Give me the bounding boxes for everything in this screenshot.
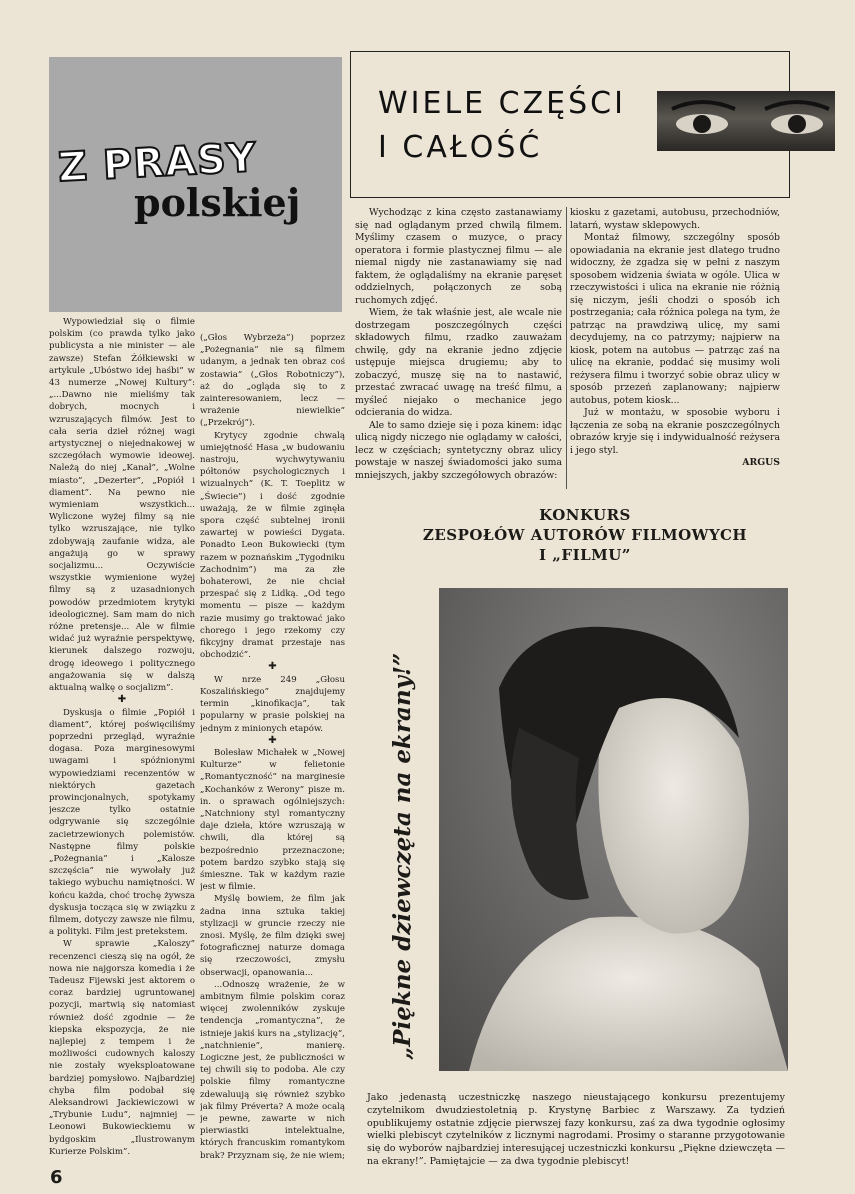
press-paragraph: Bolesław Michałek w „Nowej Kulturze” w felietonie „Romantyczność” na marginesie „Kochanków z Werony” pisze m. in. o sprawach ogólniejszych: „Natchniony styl romantyczny daje dzieła, które wzruszają w chwili, dla której są bezpośrednio przeznaczone; potem bardzo szybko stają się śmieszne. Tak w każdym razie jest w filmie. (200, 747, 345, 893)
contest-caption: Jako jedenastą uczestniczkę naszego nieustającego konkursu prezentujemy czytelnikom dwudziestoletnią p. Krystynę Barbiec z Warszawy. Za tydzień opublikujemy ostatnie zdjęcie pierwszej fazy konkursu, zaś za dwa tygodnie ogłosimy wielki plebiscyt czytelników z licznymi nagrodami. Prosimy o staranne przygotowanie się do wyborów najbardziej interesującej uczestniczki konkursu „Piękne dziewczęta — na ekrany!”. Pamiętajcie — za dwa tygodnie plebiscyt! (367, 1092, 785, 1167)
contestant-photo (439, 588, 788, 1071)
contest-banner (382, 588, 422, 1068)
contest-title-line-2: ZESPOŁÓW AUTORÓW FILMOWYCH (422, 526, 748, 544)
article-paragraph: Wychodząc z kina często zastanawiamy się nad oglądanym przed chwilą filmem. Myślimy czasem o muzyce, o pracy operatora i formie plastycznej filmu — ale niemal nigdy nie zastanawiamy się nad faktem, że oglądaliśmy na ekranie paręset oddzielnych, połączonych ze sobą ruchomych zdjęć. (355, 207, 562, 306)
polskiej-label: polskiej (134, 180, 301, 225)
article-paragraph: Montaż filmowy, szczególny sposób opowiadania na ekranie jest dlatego trudno widoczny, że zgadza się w pełni z naszym sposobem widzenia świata w ogóle. Ulica w rzeczywistości i ulica na ekranie nie różnią się niczym, jeśli chodzi o sposób ich postrzegania; cała różnica polega na tym, że patrząc na prawdziwą ulicę, my sami decydujemy, na co patrzymy; najpierw na kiosk, potem na autobus — patrząc zaś na ulicę na ekranie, poddać się musimy woli reżysera filmu i tworzyć sobie obraz ulicy w sposób przezeń zaplanowany; najpierw autobus, potem kiosk... (570, 232, 780, 406)
contest-banner-text: „Piękne dziewczęta na ekrany!” (389, 652, 416, 1060)
contest-title-line-3: I „FILMU” (539, 546, 631, 564)
press-paragraph: Dyskusja o filmie „Popiół i diament”, której poświęciliśmy poprzedni przegląd, wyraźnie dogasa. Poza marginesowymi uwagami i spóźnionymi wypowiedziami recenzentów w niektórych gazetach prowincjonalnych, spotykamy jeszcze tylko ostatnie odgrywanie się szczególnie zacietrzewionych polemistów. Następne filmy polskie „Pożegnania” i „Kalosze szczęścia” nie wywołały już takiego wybuchu namiętności. W końcu każda, choć trochę żywsza dyskusja tocząca się w związku z filmem, dotyczy zawsze nie filmu, a polityki. Film jest pretekstem. (49, 707, 195, 938)
page-number: 6 (50, 1167, 63, 1188)
column-divider (566, 207, 567, 489)
article-title (378, 82, 626, 170)
article-paragraph: Już w montażu, w sposobie wyboru i łączenia ze sobą na ekranie poszczególnych obrazów kryje się i indywidualność reżysera i jego styl. (570, 407, 780, 456)
article-signature: ARGUS (742, 457, 780, 467)
press-paragraph: Myślę bowiem, że film jak żadna inna sztuka takiej stylizacji w gruncie rzeczy nie znosi. Myślę, że film dzięki swej fotograficznej naturze domaga się rzeczowości, zmysłu obserwacji, opanowania... (200, 894, 345, 978)
eyes-photo (657, 91, 835, 151)
z-prasy-label: Z PRASY (56, 134, 258, 192)
press-review-column-1 (49, 316, 195, 1156)
article-column-right (570, 207, 780, 467)
press-review-column-2 (200, 332, 345, 1162)
press-paragraph: („Głos Wybrzeża”) poprzez „Pożegnania” nie są filmem udanym, a jednak ten obraz coś zostawia” („Głos Robotniczy”), aż do „ogląda się to z zainteresowaniem, lecz — wrażenie niewielkie” („Przekrój”). (200, 333, 345, 429)
contest-title-line-1: KONKURS (539, 506, 631, 524)
press-paragraph: W nrze 249 „Głosu Koszalińskiego” znajdujemy termin „kinofikacja”, tak popularny w prasie polskiej na jednym z minionych etapów. (200, 674, 345, 734)
article-paragraph: Ale to samo dzieje się i poza kinem: idąc ulicą nigdy niczego nie oglądamy w całości, lecz w częściach; syntetyczny obraz ulicy powstaje w naszej świadomości jako suma mniejszych, jakby szczegółowych obrazów: (355, 419, 562, 481)
article-title-line-2: I CAŁOŚĆ (378, 130, 543, 165)
article-paragraph: Wiem, że tak właśnie jest, ale wcale nie dostrzegam poszczególnych części składowych filmu, rzadko zauważam chwilę, gdy na ekranie jedno zdjęcie ustępuje miejsca drugiemu; aby to zobaczyć, muszę się na to nastawić, przestać zwracać uwagę na treść filmu, a myśleć niejako o mechanice jego odcierania do widza. (355, 307, 562, 418)
contest-title (390, 505, 780, 565)
press-paragraph: ...Odnoszę wrażenie, że w ambitnym filmie polskim coraz więcej zwolenników zyskuje tendencja „romantyczna”, że istnieje jakiś kurs na „stylizację”, „natchnienie”, manierę. Logiczne jest, że publiczności w tej chwili się to podoba. Ale czy polskie filmy romantyczne zdewaluują się również szybko jak filmy Préverta? A może ocalą je pewne, zawarte w nich pierwiastki intelektualne, których francuskim romantykom brak? Przyznam się, że nie wiem; (200, 979, 345, 1161)
ornament-icon: ✚ (268, 661, 277, 673)
article-paragraph: kiosku z gazetami, autobusu, przechodniów, latarń, wystaw sklepowych. (570, 207, 780, 231)
press-paragraph: Krytycy zgodnie chwalą umiejętność Hasa „w budowaniu nastroju, wychwytywaniu półtonów psychologicznych i wizualnych” (K. T. Toeplitz w „Świecie”) i dość zgodnie uważają, że w filmie zginęła spora część subtelnej ironii zawartej w powieści Dygata. Ponadto Leon Bukowiecki (tym razem w poznańskim „Tygodniku Zachodnim”) ma za złe bohaterowi, że nie chciał przespać się z Lidką. „Od tego momentu — pisze — każdym razie musimy go traktować jako chorego i jego rzekomy czy fikcyjny dramat przestaje nas obchodzić”. (200, 430, 345, 661)
press-paragraph: Wypowiedział się o filmie polskim (co prawda tylko jako publicysta a nie minister — ale zawsze) Stefan Żółkiewski w artykule „Ubóstwo idej haśbi” w 43 numerze „Nowej Kultury”: „...Dawno nie mieliśmy tak dobrych, mocnych i wzruszających filmów. Jest to cała seria dzieł różnej wagi artystycznej o niejednakowej w szczegółach wymowie ideowej. Należą do niej „Kanał”, „Wolne miasto”, „Dezerter”, „Popiół i diament”. Na pewno nie wymieniam wszystkich... Wyliczone wyżej filmy są nie tylko wzruszające, nie tylko zdobywają zaufanie widza, ale angażują go w sprawy socjalizmu... Oczywiście wszystkie wymienione wyżej filmy są z uzasadnionych powodów przedmiotem krytyki ideologicznej. Sam mam do nich różne pretensje... Ale w filmie widać już wyraźnie perspektywę, kierunek dalszego rozwoju, drogę ideowego i politycznego angażowania się w dalszą aktualną walkę o socjalizm”. (49, 317, 195, 694)
article-column-left (355, 207, 562, 489)
press-paragraph: W sprawie „Kaloszy” recenzenci cieszą się na ogół, że nowa nie najgorsza komedia i że Tadeusz Fijewski jest aktorem o coraz bardziej ugruntowanej pozycji, martwią się natomiast również dość zgodnie — że kiepska ekspozycja, że nie najlepiej z tempem i że możliwości cudownych kaloszy nie zostały wyeksploatowane bardziej pomysłowo. Najbardziej chyba film podobał się Aleksandrowi Jackiewiczowi w „Trybunie Ludu”, najmniej — Leonowi Bukowieckiemu w bydgoskim „Ilustrowanym Kurierze Polskim”. (49, 939, 195, 1156)
ornament-icon: ✚ (268, 734, 277, 746)
ornament-icon: ✚ (117, 694, 127, 706)
article-title-line-1: WIELE CZĘŚCI (378, 86, 626, 121)
